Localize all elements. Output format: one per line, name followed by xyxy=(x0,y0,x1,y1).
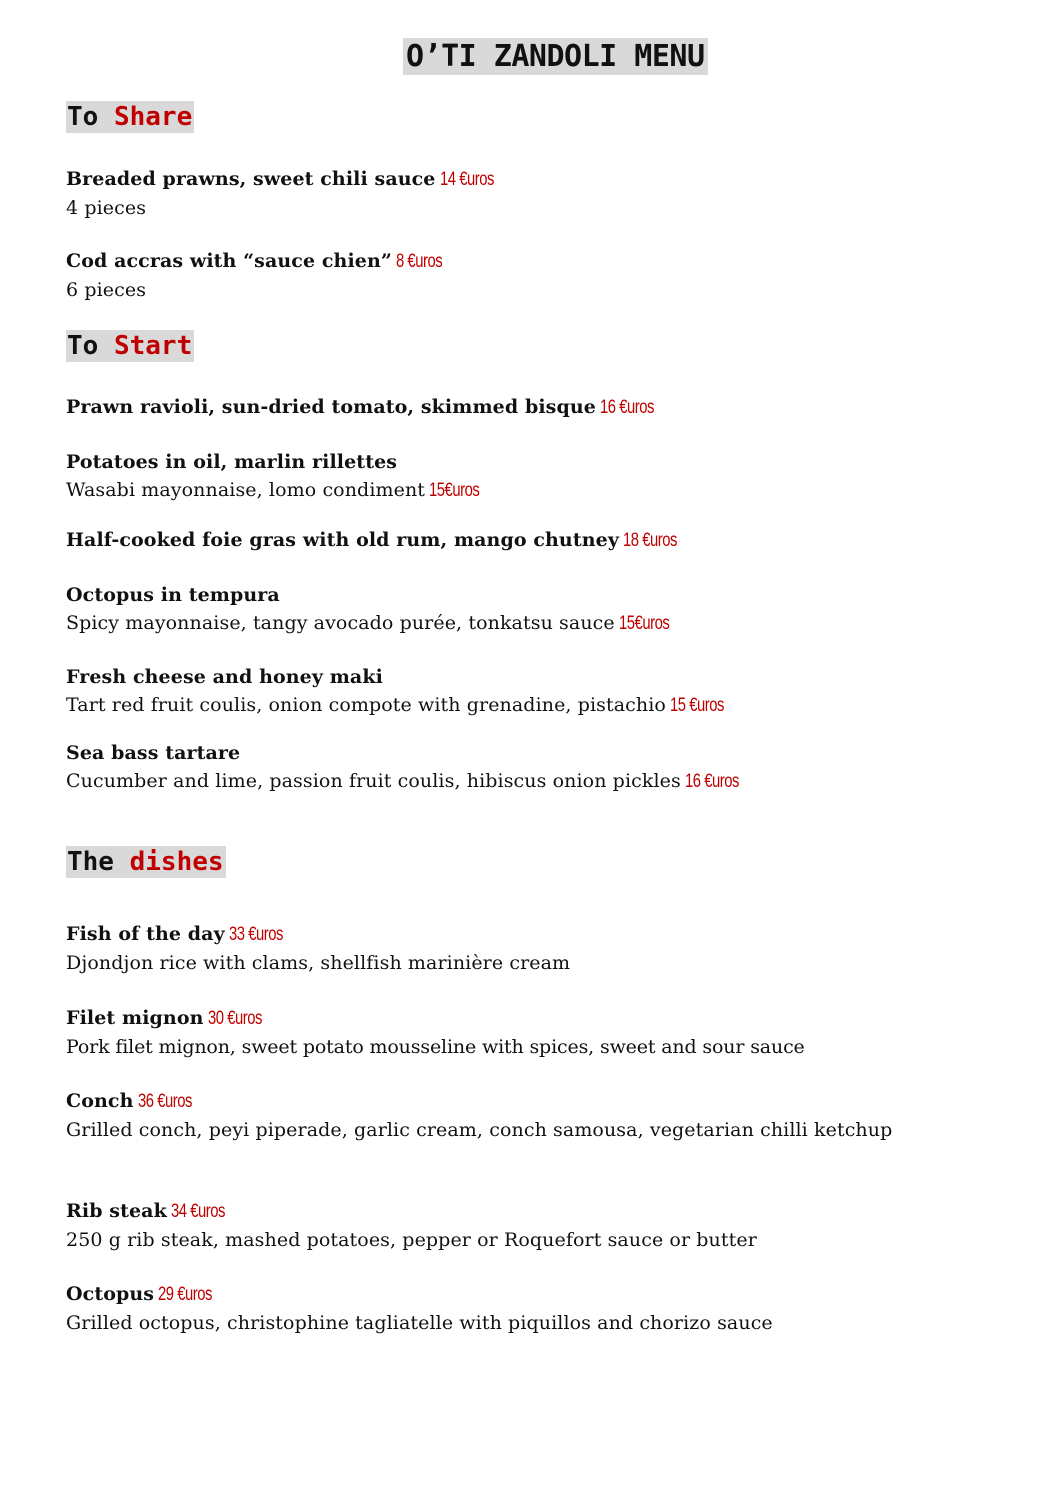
item-price: 30 €uros xyxy=(207,1008,262,1029)
item-description: 6 pieces xyxy=(66,279,147,301)
item-name: Fish of the day xyxy=(66,923,225,945)
item-price: 29 €uros xyxy=(158,1284,213,1305)
item-name-line xyxy=(66,393,1006,422)
menu-item-potatoes xyxy=(66,448,1006,505)
item-price: 33 €uros xyxy=(228,924,283,945)
item-price: 14 €uros xyxy=(439,169,494,190)
item-name-line xyxy=(66,165,1006,194)
section-heading-accent-word: Start xyxy=(113,331,193,361)
item-name: Filet mignon xyxy=(66,1007,204,1029)
item-name: Prawn ravioli, sun-dried tomato, skimmed bisque xyxy=(66,396,596,418)
menu-item-filet-mignon xyxy=(66,1004,1006,1061)
item-price: 34 €uros xyxy=(170,1201,225,1222)
section-heading-start xyxy=(66,330,194,362)
menu-item-tartare xyxy=(66,739,1006,796)
item-description: Wasabi mayonnaise, lomo condiment xyxy=(66,479,426,501)
item-name-line xyxy=(66,920,1006,949)
item-name: Potatoes in oil, marlin rillettes xyxy=(66,451,398,473)
section-heading-word: To xyxy=(67,102,99,132)
item-price: 15 €uros xyxy=(669,695,724,716)
section-heading-share xyxy=(66,101,194,133)
menu-item-ravioli xyxy=(66,393,1006,422)
section-heading-accent-word: Share xyxy=(113,102,193,132)
menu-item-foie-gras xyxy=(66,526,1006,555)
item-name-line xyxy=(66,247,1006,276)
item-name: Sea bass tartare xyxy=(66,742,241,764)
item-price: 16 €uros xyxy=(684,771,739,792)
item-description: Djondjon rice with clams, shellfish marinière cream xyxy=(66,952,571,974)
item-name: Fresh cheese and honey maki xyxy=(66,666,383,688)
item-name-line xyxy=(66,1280,1006,1309)
item-description: 250 g rib steak, mashed potatoes, pepper or Roquefort sauce or butter xyxy=(66,1229,757,1251)
menu-item-octopus xyxy=(66,1280,1006,1337)
item-description-line xyxy=(66,691,1006,720)
section-heading-dishes xyxy=(66,846,226,878)
menu-item-fish-of-the-day xyxy=(66,920,1006,977)
item-price: 18 €uros xyxy=(622,530,677,551)
item-name-line xyxy=(66,526,1006,555)
item-name-line xyxy=(66,1197,1006,1226)
item-name: Octopus xyxy=(66,1283,155,1305)
item-description: Spicy mayonnaise, tangy avocado purée, tonkatsu sauce xyxy=(66,612,615,634)
menu-item-prawns xyxy=(66,165,1006,222)
menu-item-maki xyxy=(66,663,1006,720)
menu-item-octopus-tempura xyxy=(66,581,1006,638)
item-name: Breaded prawns, sweet chili sauce xyxy=(66,168,436,190)
item-name: Rib steak xyxy=(66,1200,167,1222)
menu-item-conch xyxy=(66,1087,1006,1144)
item-name-line xyxy=(66,1004,1006,1033)
item-price: 15€uros xyxy=(429,480,480,501)
item-description: Cucumber and lime, passion fruit coulis, hibiscus onion pickles xyxy=(66,770,681,792)
item-price: 16 €uros xyxy=(599,397,654,418)
menu-title: O’TI ZANDOLI MENU xyxy=(403,38,708,75)
item-description-line xyxy=(66,767,1006,796)
section-heading-word: The xyxy=(67,847,114,877)
menu-item-rib-steak xyxy=(66,1197,1006,1254)
item-description-line xyxy=(66,609,1006,638)
item-description: Tart red fruit coulis, onion compote with grenadine, pistachio xyxy=(66,694,666,716)
section-heading-accent-word: dishes xyxy=(129,847,224,877)
item-name: Half-cooked foie gras with old rum, mango chutney xyxy=(66,529,619,551)
item-description: 4 pieces xyxy=(66,197,147,219)
item-price: 36 €uros xyxy=(137,1091,192,1112)
item-description: Grilled conch, peyi piperade, garlic cream, conch samousa, vegetarian chilli ketchup xyxy=(66,1119,893,1141)
item-name-line xyxy=(66,1087,1006,1116)
item-name: Octopus in tempura xyxy=(66,584,280,606)
item-name: Conch xyxy=(66,1090,134,1112)
item-description: Pork filet mignon, sweet potato mousseline with spices, sweet and sour sauce xyxy=(66,1036,805,1058)
item-price: 8 €uros xyxy=(395,251,443,272)
item-description: Grilled octopus, christophine tagliatelle with piquillos and chorizo sauce xyxy=(66,1312,773,1334)
item-price: 15€uros xyxy=(618,613,670,634)
menu-item-accras xyxy=(66,247,1006,304)
item-description-line xyxy=(66,476,1006,505)
section-heading-word: To xyxy=(67,331,99,361)
item-name: Cod accras with “sauce chien” xyxy=(66,250,392,272)
